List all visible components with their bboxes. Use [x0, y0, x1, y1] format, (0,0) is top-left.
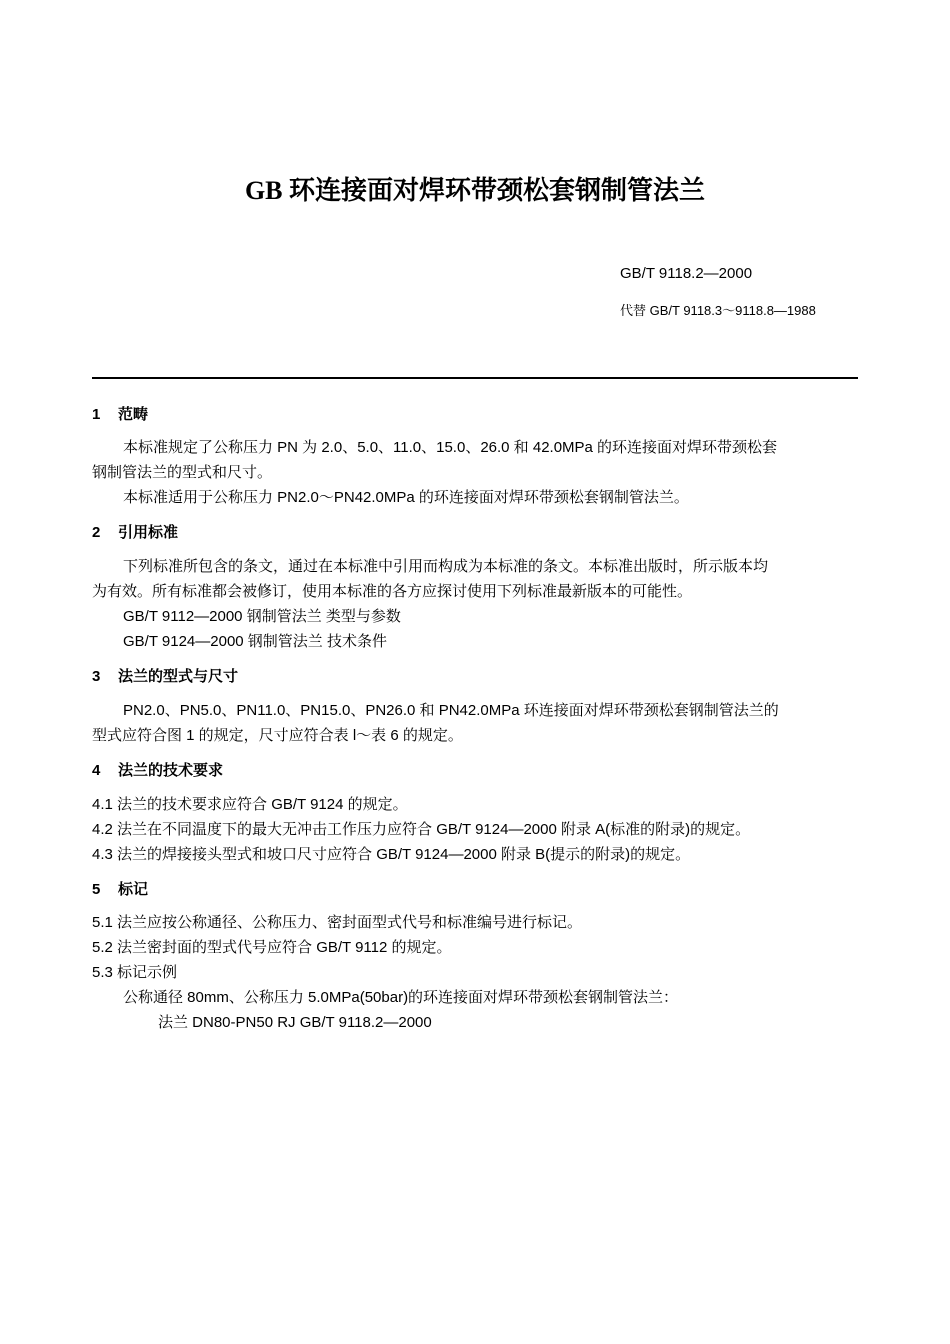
section-4-heading: [92, 759, 223, 780]
replaces-note: 代替 GB/T 9118.3～9118.8—1988: [620, 303, 816, 318]
clause-5-2: 5.2 法兰密封面的型式代号应符合 GB/T 9112 的规定。: [92, 939, 452, 956]
marking-example-code: 法兰 DN80-PN50 RJ GB/T 9118.2—2000: [158, 1014, 432, 1031]
section-title: 范畴: [118, 406, 149, 423]
section-1-heading: [92, 403, 148, 424]
header-divider: [92, 377, 858, 379]
section-number: 4: [92, 762, 101, 779]
section-2-paragraph-line-2: 为有效。所有标准都会被修订，使用本标准的各方应探讨使用下列标准最新版本的可能性。: [92, 583, 693, 600]
clause-4-2: 4.2 法兰在不同温度下的最大无冲击工作压力应符合 GB/T 9124—2000 附录 A(标准的附录)的规定。: [92, 821, 751, 838]
clause-5-1: 5.1 法兰应按公称通径、公称压力、密封面型式代号和标准编号进行标记。: [92, 914, 583, 931]
section-3-heading: [92, 665, 238, 686]
reference-gbt-9124: GB/T 9124—2000 钢制管法兰 技术条件: [123, 633, 387, 650]
section-2-paragraph-line-1: 下列标准所包含的条文，通过在本标准中引用而构成为本标准的条文。本标准出版时，所示版本均: [123, 558, 769, 575]
section-1-paragraph-1-line-2: 钢制管法兰的型式和尺寸。: [92, 464, 273, 481]
section-title: 法兰的型式与尺寸: [118, 668, 239, 685]
clause-4-1: 4.1 法兰的技术要求应符合 GB/T 9124 的规定。: [92, 796, 408, 813]
standard-number: GB/T 9118.2—2000: [620, 265, 753, 282]
section-title: 标记: [118, 881, 149, 898]
section-number: 2: [92, 524, 101, 541]
section-2-heading: [92, 521, 178, 542]
clause-4-3: 4.3 法兰的焊接接头型式和坡口尺寸应符合 GB/T 9124—2000 附录 B(提示的附录)的规定。: [92, 846, 691, 863]
section-title: 引用标准: [118, 524, 179, 541]
section-number: 3: [92, 668, 101, 685]
section-number: 1: [92, 406, 101, 423]
section-1-paragraph-1-line-1: 本标准规定了公称压力 PN 为 2.0、5.0、11.0、15.0、26.0 和 42.0MPa 的环连接面对焊环带颈松套: [123, 439, 778, 456]
section-3-paragraph-line-1: PN2.0、PN5.0、PN11.0、PN15.0、PN26.0 和 PN42.0MPa 环连接面对焊环带颈松套钢制管法兰的: [123, 702, 779, 719]
document-title: GB 环连接面对焊环带颈松套钢制管法兰: [244, 176, 706, 205]
section-5-heading: [92, 878, 148, 899]
section-title: 法兰的技术要求: [118, 762, 224, 779]
reference-gbt-9112: GB/T 9112—2000 钢制管法兰 类型与参数: [123, 608, 401, 625]
marking-example-description: 公称通径 80mm、公称压力 5.0MPa(50bar)的环连接面对焊环带颈松套钢制管法兰：: [123, 989, 679, 1006]
section-number: 5: [92, 881, 101, 898]
section-3-paragraph-line-2: 型式应符合图 1 的规定，尺寸应符合表 l～表 6 的规定。: [92, 727, 463, 744]
section-1-paragraph-2: 本标准适用于公称压力 PN2.0～PN42.0MPa 的环连接面对焊环带颈松套钢制管法兰。: [123, 489, 689, 506]
clause-5-3: 5.3 标记示例: [92, 964, 178, 981]
